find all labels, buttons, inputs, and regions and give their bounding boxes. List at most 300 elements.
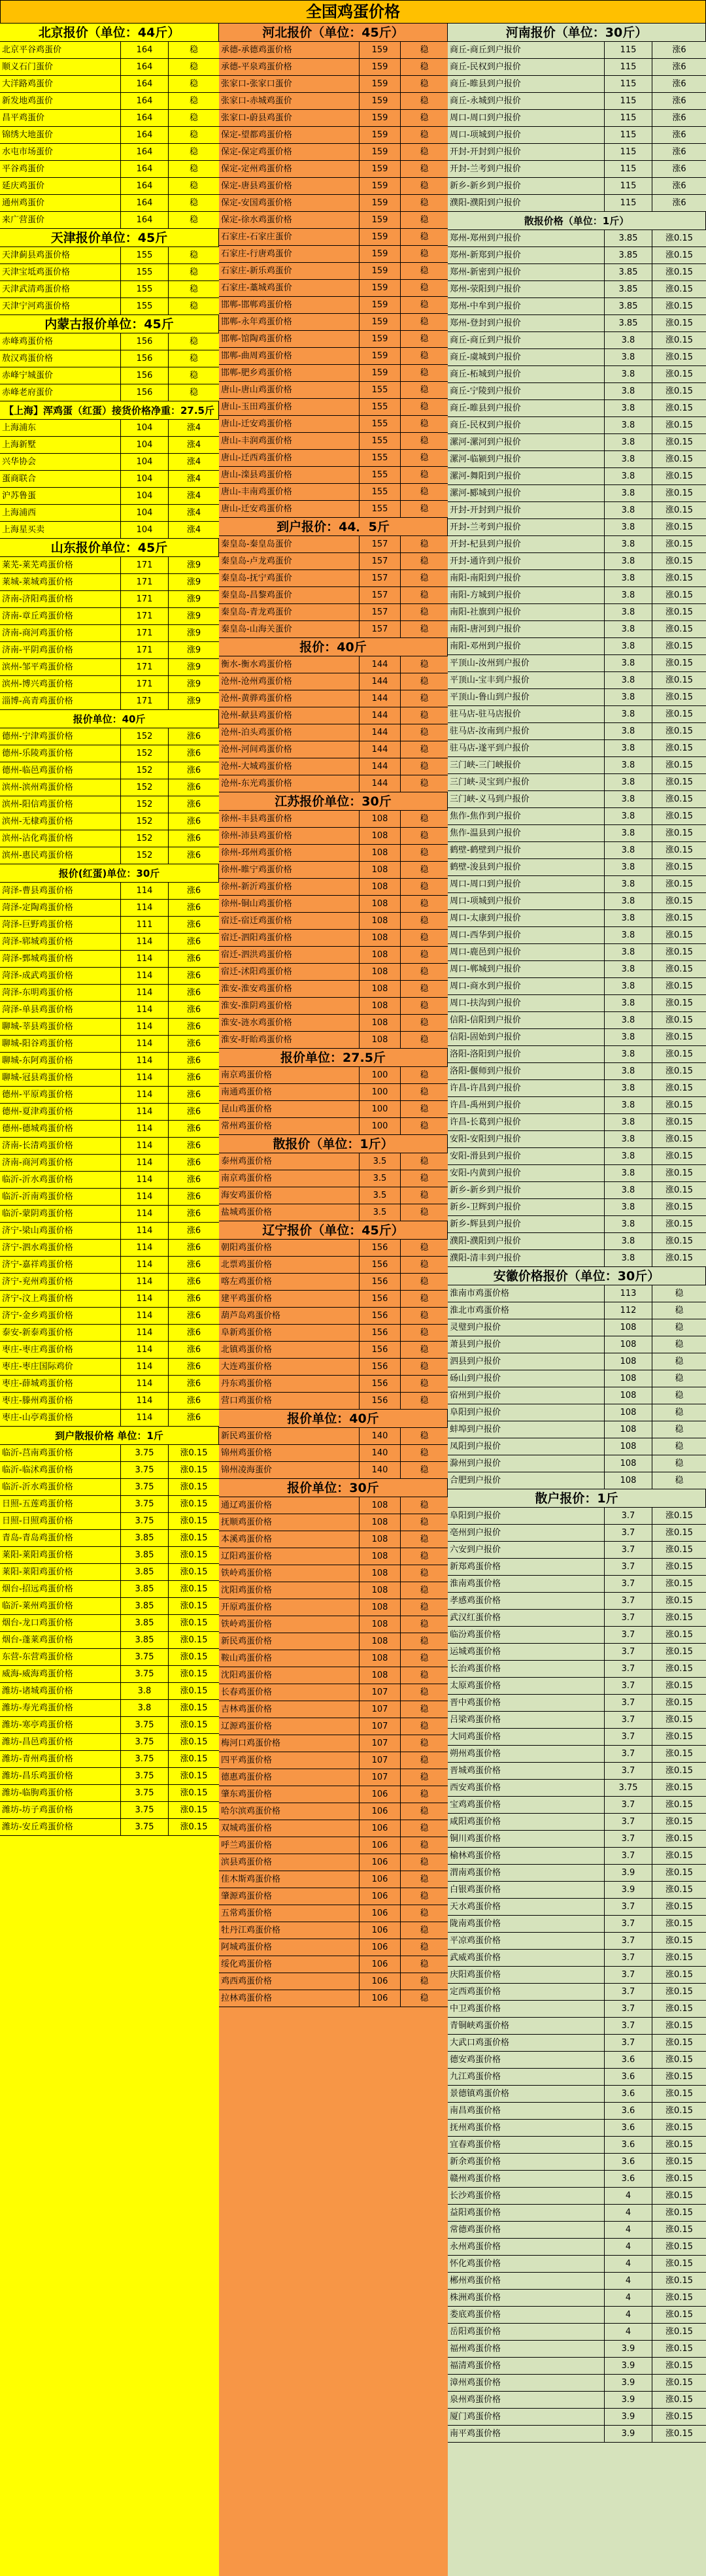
price-value: 3.8 — [605, 808, 652, 825]
change-value: 稳 — [401, 144, 448, 161]
region-name: 延庆鸡蛋价 — [0, 178, 121, 195]
change-value: 涨0.15 — [652, 621, 706, 638]
price-section — [219, 638, 448, 792]
price-value: 3.7 — [605, 1984, 652, 2001]
price-value: 115 — [605, 110, 652, 127]
price-value: 3.8 — [605, 536, 652, 553]
change-value: 涨0.15 — [652, 2120, 706, 2137]
region-name: 菏泽-鄄城鸡蛋价格 — [0, 951, 121, 968]
price-section — [448, 1267, 706, 1489]
table-row — [448, 1831, 706, 1848]
table-row — [0, 1138, 219, 1155]
region-name: 菏泽-曹县鸡蛋价格 — [0, 883, 121, 900]
change-value: 涨0.15 — [652, 1848, 706, 1865]
change-value: 涨0.15 — [652, 2290, 706, 2307]
region-name: 濮阳-清丰到户报价 — [448, 1250, 605, 1267]
change-value: 稳 — [401, 348, 448, 365]
table-row — [448, 502, 706, 519]
region-name: 枣庄-山亭鸡蛋价格 — [0, 1410, 121, 1427]
change-value: 涨9 — [169, 574, 219, 591]
change-value: 稳 — [401, 1548, 448, 1565]
table-row — [219, 913, 448, 930]
change-value: 稳 — [401, 1376, 448, 1393]
price-value: 152 — [121, 796, 169, 813]
region-name: 吉林鸡蛋价格 — [219, 1701, 360, 1718]
region-name: 泉州鸡蛋价格 — [448, 2392, 605, 2409]
region-name: 三门峡-三门峡报价 — [448, 757, 605, 774]
price-value: 3.7 — [605, 1525, 652, 1542]
price-value: 3.8 — [605, 1012, 652, 1029]
region-name: 秦皇岛-青龙鸡蛋价 — [219, 604, 360, 621]
change-value: 稳 — [401, 621, 448, 638]
change-value: 稳 — [401, 1393, 448, 1410]
change-value: 稳 — [401, 981, 448, 998]
change-value: 稳 — [401, 1633, 448, 1650]
price-value: 3.7 — [605, 1967, 652, 1984]
price-value: 3.7 — [605, 2001, 652, 2018]
table-row — [0, 1683, 219, 1700]
region-name: 徐州-睢宁鸡蛋价格 — [219, 862, 360, 879]
region-name: 海安鸡蛋价格 — [219, 1187, 360, 1204]
change-value: 稳 — [169, 195, 219, 212]
price-value: 3.8 — [605, 842, 652, 859]
region-name: 南阳-唐河到户报价 — [448, 621, 605, 638]
price-value: 3.8 — [605, 1250, 652, 1267]
table-row — [448, 1797, 706, 1814]
change-value: 涨6 — [652, 161, 706, 178]
region-name: 通辽鸡蛋价格 — [219, 1497, 360, 1514]
table-row — [448, 349, 706, 366]
change-value: 稳 — [401, 501, 448, 518]
price-value: 171 — [121, 693, 169, 710]
section-header: 河南报价（单位：30斤） — [448, 24, 706, 42]
table-row — [219, 1650, 448, 1667]
region-name: 运城鸡蛋价格 — [448, 1644, 605, 1661]
region-name: 灵璧到户报价 — [448, 1319, 605, 1336]
region-name: 周口-周口到户报价 — [448, 876, 605, 893]
table-row — [0, 212, 219, 229]
price-value: 3.8 — [605, 570, 652, 587]
region-name: 临汾鸡蛋价格 — [448, 1627, 605, 1644]
region-name: 鹤壁-浚县到户报价 — [448, 859, 605, 876]
table-row — [448, 621, 706, 638]
price-value: 106 — [360, 1905, 401, 1922]
price-value: 106 — [360, 1854, 401, 1871]
price-value: 114 — [121, 1308, 169, 1325]
region-name: 济宁-梁山鸡蛋价格 — [0, 1223, 121, 1240]
table-row — [0, 1189, 219, 1206]
change-value: 涨0.15 — [652, 468, 706, 485]
table-row — [219, 1118, 448, 1135]
change-value: 稳 — [401, 1973, 448, 1990]
table-row — [448, 1916, 706, 1933]
price-value: 3.9 — [605, 2358, 652, 2375]
region-name: 淮安-淮阴鸡蛋价格 — [219, 998, 360, 1015]
price-value: 108 — [360, 862, 401, 879]
region-name: 驻马店-遂平到户报价 — [448, 740, 605, 757]
region-name: 徐州-沛县鸡蛋价格 — [219, 828, 360, 845]
table-row — [0, 1172, 219, 1189]
region-name: 菏泽-定陶鸡蛋价格 — [0, 900, 121, 917]
change-value: 涨0.15 — [652, 383, 706, 400]
table-row — [448, 2001, 706, 2018]
table-row — [448, 706, 706, 723]
change-value: 涨0.15 — [652, 1199, 706, 1216]
region-name: 莱城-莱城鸡蛋价格 — [0, 574, 121, 591]
table-row — [0, 1121, 219, 1138]
price-value: 3.9 — [605, 2392, 652, 2409]
region-name: 徐州-新沂鸡蛋价格 — [219, 879, 360, 896]
price-value: 104 — [121, 454, 169, 471]
price-value: 3.85 — [121, 1530, 169, 1547]
change-value: 稳 — [401, 229, 448, 246]
table-row — [448, 2239, 706, 2256]
change-value: 稳 — [401, 1325, 448, 1342]
table-row — [0, 676, 219, 693]
region-name: 绥化鸡蛋价格 — [219, 1956, 360, 1973]
region-name: 娄底鸡蛋价格 — [448, 2307, 605, 2324]
table-row — [219, 1616, 448, 1633]
change-value: 涨0.15 — [652, 1046, 706, 1063]
change-value: 稳 — [401, 399, 448, 416]
region-name: 沧州-东光鸡蛋价格 — [219, 775, 360, 792]
price-value: 164 — [121, 127, 169, 144]
region-name: 上海浦西 — [0, 505, 121, 522]
price-value: 3.75 — [121, 1717, 169, 1734]
table-row — [219, 1084, 448, 1101]
change-value: 涨0.15 — [169, 1683, 219, 1700]
price-value: 3.85 — [605, 230, 652, 247]
price-value: 3.7 — [605, 1950, 652, 1967]
table-row — [0, 1564, 219, 1581]
table-row — [448, 2154, 706, 2171]
section-header: 到户散报价格 单位：1斤 — [0, 1427, 219, 1445]
region-name: 天津宝坻鸡蛋价格 — [0, 264, 121, 281]
region-name: 沪苏鲁蛋 — [0, 488, 121, 505]
region-name: 潍坊-寒亭鸡蛋价格 — [0, 1717, 121, 1734]
table-row — [448, 2137, 706, 2154]
price-value: 3.8 — [605, 1216, 652, 1233]
table-row — [448, 825, 706, 842]
table-row — [219, 828, 448, 845]
price-value: 114 — [121, 1206, 169, 1223]
table-row — [448, 332, 706, 349]
region-name: 聊城-东阿鸡蛋价格 — [0, 1053, 121, 1070]
table-row — [448, 383, 706, 400]
change-value: 稳 — [401, 998, 448, 1015]
change-value: 稳 — [401, 930, 448, 947]
price-value: 108 — [360, 930, 401, 947]
price-value: 3.9 — [605, 2409, 652, 2426]
price-value: 3.8 — [605, 944, 652, 961]
table-row — [448, 1695, 706, 1712]
region-name: 邯郸-肥乡鸡蛋价格 — [219, 365, 360, 382]
price-value: 100 — [360, 1084, 401, 1101]
region-name: 郑州-郑州到户报价 — [448, 230, 605, 247]
region-name: 滨州-惠民鸡蛋价格 — [0, 847, 121, 864]
table-row — [0, 127, 219, 144]
table-row — [219, 416, 448, 433]
table-row — [219, 947, 448, 964]
region-name: 萧县到户报价 — [448, 1336, 605, 1353]
change-value: 涨4 — [169, 437, 219, 454]
change-value: 涨0.15 — [652, 808, 706, 825]
table-row — [448, 2086, 706, 2103]
price-value: 3.8 — [605, 519, 652, 536]
change-value: 涨0.15 — [169, 1564, 219, 1581]
price-section — [448, 212, 706, 1267]
region-name: 临沂-莱州鸡蛋价格 — [0, 1598, 121, 1615]
change-value: 涨9 — [169, 608, 219, 625]
table-row — [219, 433, 448, 450]
table-row — [219, 195, 448, 212]
price-value: 3.8 — [605, 978, 652, 995]
price-value: 3.7 — [605, 1763, 652, 1780]
price-value: 3.8 — [605, 383, 652, 400]
price-value: 3.8 — [605, 961, 652, 978]
table-row — [0, 951, 219, 968]
table-row — [0, 900, 219, 917]
region-name: 保定-唐县鸡蛋价格 — [219, 178, 360, 195]
price-value: 112 — [605, 1302, 652, 1319]
price-value: 114 — [121, 883, 169, 900]
table-row — [0, 1632, 219, 1649]
price-value: 100 — [360, 1118, 401, 1135]
price-value: 3.8 — [605, 995, 652, 1012]
region-name: 承德-承德鸡蛋价格 — [219, 42, 360, 59]
table-row — [219, 246, 448, 263]
price-value: 107 — [360, 1684, 401, 1701]
change-value: 稳 — [401, 280, 448, 297]
price-value: 107 — [360, 1769, 401, 1786]
region-name: 周口-太康到户报价 — [448, 910, 605, 927]
region-name: 滨县鸡蛋价格 — [219, 1854, 360, 1871]
table-row — [0, 1240, 219, 1257]
change-value: 稳 — [401, 656, 448, 673]
region-name: 滨州-无棣鸡蛋价格 — [0, 813, 121, 830]
region-name: 烟台-招远鸡蛋价格 — [0, 1581, 121, 1598]
change-value: 涨6 — [169, 779, 219, 796]
table-row — [0, 144, 219, 161]
price-value: 156 — [360, 1308, 401, 1325]
region-name: 德州-宁津鸡蛋价格 — [0, 728, 121, 745]
change-value: 涨0.15 — [652, 1593, 706, 1610]
price-value: 115 — [605, 144, 652, 161]
region-name: 开封-开封到户报价 — [448, 144, 605, 161]
price-value: 3.7 — [605, 1576, 652, 1593]
table-row — [219, 930, 448, 947]
table-row — [219, 570, 448, 587]
change-value: 涨0.15 — [652, 978, 706, 995]
change-value: 涨0.15 — [652, 1797, 706, 1814]
price-value: 114 — [121, 1155, 169, 1172]
table-row — [219, 981, 448, 998]
price-value: 144 — [360, 656, 401, 673]
table-row — [219, 1015, 448, 1032]
change-value: 涨6 — [652, 178, 706, 195]
price-value: 3.85 — [605, 264, 652, 281]
price-value: 155 — [360, 501, 401, 518]
table-row — [448, 1148, 706, 1165]
table-row — [219, 450, 448, 467]
table-row — [448, 1763, 706, 1780]
table-row — [448, 2205, 706, 2222]
region-name: 平凉鸡蛋价格 — [448, 1933, 605, 1950]
change-value: 稳 — [401, 1888, 448, 1905]
table-row — [219, 1854, 448, 1871]
table-row — [219, 1684, 448, 1701]
price-value: 3.7 — [605, 1916, 652, 1933]
price-value: 3.8 — [605, 451, 652, 468]
price-value: 3.85 — [121, 1564, 169, 1581]
region-name: 保定-安国鸡蛋价格 — [219, 195, 360, 212]
change-value: 稳 — [401, 93, 448, 110]
table-row — [219, 144, 448, 161]
region-name: 周口-项城到户报价 — [448, 893, 605, 910]
price-value: 159 — [360, 263, 401, 280]
region-name: 张家口-张家口蛋价 — [219, 76, 360, 93]
price-value: 3.9 — [605, 2426, 652, 2443]
table-row — [448, 536, 706, 553]
table-row — [448, 2375, 706, 2392]
price-value: 108 — [605, 1387, 652, 1404]
price-value: 3.75 — [121, 1649, 169, 1666]
region-name: 郑州-登封到户报价 — [448, 315, 605, 332]
price-value: 104 — [121, 522, 169, 539]
price-value: 144 — [360, 741, 401, 758]
table-row — [0, 281, 219, 298]
region-name: 太原鸡蛋价格 — [448, 1678, 605, 1695]
price-value: 3.7 — [605, 1933, 652, 1950]
change-value: 稳 — [401, 1067, 448, 1084]
price-value: 4 — [605, 2307, 652, 2324]
table-row — [219, 1990, 448, 2007]
price-value: 108 — [360, 1633, 401, 1650]
price-value: 156 — [360, 1291, 401, 1308]
change-value: 涨0.15 — [652, 2137, 706, 2154]
table-row — [219, 553, 448, 570]
price-value: 4 — [605, 2324, 652, 2341]
price-value: 3.8 — [605, 910, 652, 927]
change-value: 涨0.15 — [652, 2205, 706, 2222]
change-value: 涨0.15 — [652, 332, 706, 349]
price-value: 164 — [121, 93, 169, 110]
change-value: 稳 — [652, 1455, 706, 1472]
change-value: 涨0.15 — [652, 825, 706, 842]
change-value: 涨0.15 — [169, 1785, 219, 1802]
change-value: 涨0.15 — [652, 2273, 706, 2290]
region-name: 砀山到户报价 — [448, 1370, 605, 1387]
price-value: 3.6 — [605, 2103, 652, 2120]
region-name: 凤阳到户报价 — [448, 1438, 605, 1455]
table-row — [219, 76, 448, 93]
region-name: 德州-德城鸡蛋价格 — [0, 1121, 121, 1138]
region-name: 泰安-新泰鸡蛋价格 — [0, 1325, 121, 1342]
change-value: 涨6 — [169, 1257, 219, 1274]
region-name: 泗县到户报价 — [448, 1353, 605, 1370]
change-value: 涨0.15 — [652, 1097, 706, 1114]
price-value: 155 — [121, 247, 169, 264]
price-value: 3.8 — [605, 468, 652, 485]
price-value: 114 — [121, 1223, 169, 1240]
price-value: 3.75 — [121, 1666, 169, 1683]
price-value: 114 — [121, 1410, 169, 1427]
region-name: 郑州-荥阳到户报价 — [448, 281, 605, 298]
region-name: 亳州到户报价 — [448, 1525, 605, 1542]
table-row — [0, 333, 219, 350]
change-value: 涨0.15 — [652, 893, 706, 910]
price-value: 164 — [121, 110, 169, 127]
region-name: 鹤壁-鹤壁到户报价 — [448, 842, 605, 859]
price-value: 114 — [121, 1121, 169, 1138]
table-row — [219, 348, 448, 365]
change-value: 稳 — [652, 1472, 706, 1489]
change-value: 涨0.15 — [169, 1496, 219, 1513]
region-name: 邯郸-邯郸鸡蛋价格 — [219, 297, 360, 314]
price-value: 108 — [360, 1497, 401, 1514]
table-row — [219, 1956, 448, 1973]
region-name: 北镇鸡蛋价格 — [219, 1342, 360, 1359]
change-value: 涨0.15 — [652, 927, 706, 944]
change-value: 涨4 — [169, 505, 219, 522]
table-row — [219, 467, 448, 484]
table-row — [448, 876, 706, 893]
price-value: 114 — [121, 951, 169, 968]
region-name: 驻马店-驻马店报价 — [448, 706, 605, 723]
change-value: 涨0.15 — [652, 1831, 706, 1848]
price-value: 108 — [360, 1548, 401, 1565]
price-value: 159 — [360, 161, 401, 178]
table-row — [219, 1820, 448, 1837]
table-row — [219, 1376, 448, 1393]
price-value: 156 — [360, 1240, 401, 1257]
change-value: 涨6 — [652, 76, 706, 93]
price-value: 159 — [360, 110, 401, 127]
table-row — [448, 1080, 706, 1097]
price-value: 3.85 — [121, 1632, 169, 1649]
table-row — [219, 1445, 448, 1462]
region-name: 德州-夏津鸡蛋价格 — [0, 1104, 121, 1121]
change-value: 涨0.15 — [652, 910, 706, 927]
price-value: 152 — [121, 847, 169, 864]
region-name: 郑州-新郑到户报价 — [448, 247, 605, 264]
table-row — [0, 110, 219, 127]
change-value: 涨0.15 — [652, 2426, 706, 2443]
table-row — [219, 707, 448, 724]
price-value: 106 — [360, 1973, 401, 1990]
table-row — [219, 59, 448, 76]
change-value: 涨0.15 — [652, 2103, 706, 2120]
region-name: 聊城-阳谷鸡蛋价格 — [0, 1036, 121, 1053]
change-value: 稳 — [401, 263, 448, 280]
price-value: 114 — [121, 1172, 169, 1189]
table-row — [0, 1479, 219, 1496]
price-value: 108 — [360, 947, 401, 964]
price-value: 3.7 — [605, 1712, 652, 1729]
region-name: 大武口鸡蛋价格 — [448, 2035, 605, 2052]
region-name: 济南-商河鸡蛋价格 — [0, 625, 121, 642]
price-value: 3.6 — [605, 2137, 652, 2154]
change-value: 稳 — [401, 1291, 448, 1308]
region-name: 淮南市鸡蛋价格 — [448, 1285, 605, 1302]
table-row — [219, 1342, 448, 1359]
change-value: 涨0.15 — [652, 842, 706, 859]
table-row — [219, 1325, 448, 1342]
region-name: 周口-项城到户报价 — [448, 127, 605, 144]
price-value: 3.8 — [605, 774, 652, 791]
price-value: 3.75 — [605, 1780, 652, 1797]
change-value: 稳 — [401, 1769, 448, 1786]
